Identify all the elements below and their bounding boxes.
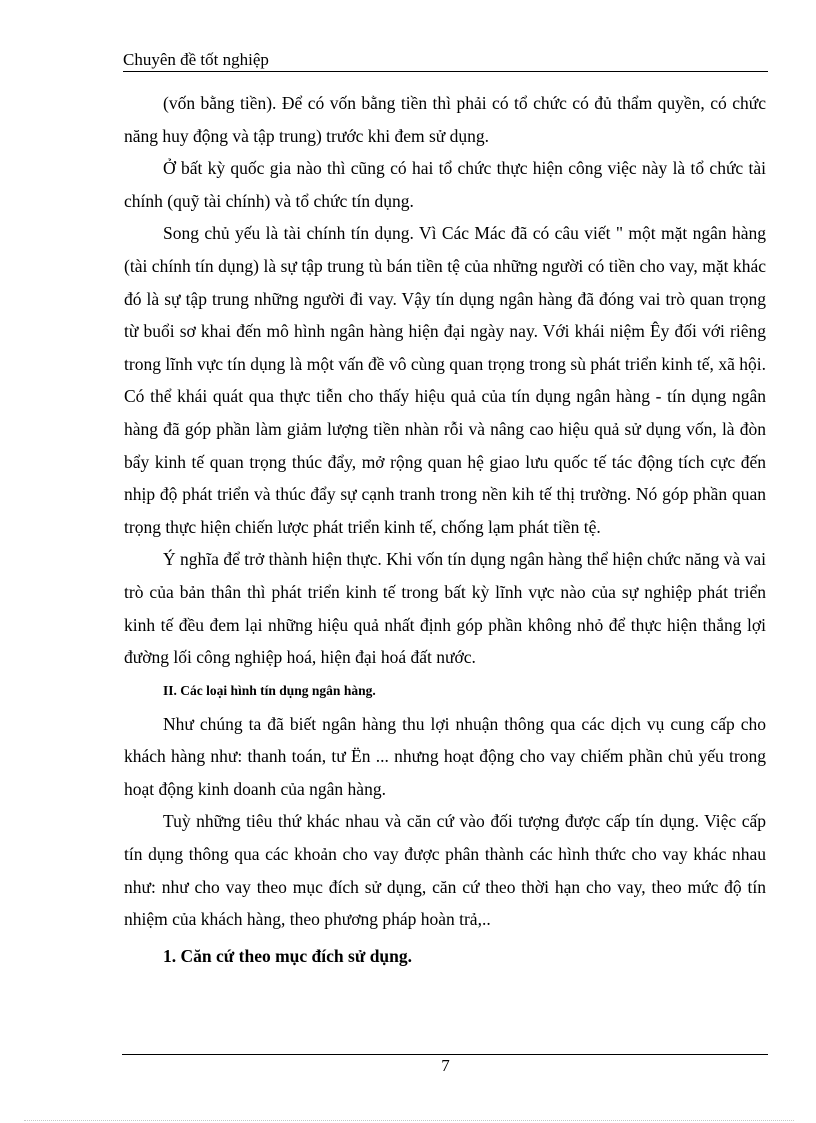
paragraph-4: Ý nghĩa để trở thành hiện thực. Khi vốn tín dụng ngân hàng thể hiện chức năng và vai trò của bản thân thì phát triển kinh tế trong bất kỳ lĩnh vực nào của sự nghiệp phát triển kinh tế đều đem lại những hiệu quả nhất định góp phần không nhỏ để thực hiện thắng lợi đường lối công nghiệp hoá, hiện đại hoá đất nước. <box>124 549 766 668</box>
paragraph-1: (vốn bằng tiền). Để có vốn bằng tiền thì phải có tổ chức có đủ thẩm quyền, có chức năng huy động và tập trung) trước khi đem sử dụng. <box>124 93 766 146</box>
footer-rule <box>122 1054 768 1055</box>
paragraph-3: Song chủ yếu là tài chính tín dụng. Vì Các Mác đã có câu viết " một mặt ngân hàng (tài chính tín dụng) là sự tập trung tù bán tiền tệ của những người có tiền cho vay, mặt khác đó là sự tập trung những người đi vay. Vậy tín dụng ngân hàng đã đóng vai trò quan trọng từ buổi sơ khai đến mô hình ngân hàng hiện đại ngày nay. Với khái niệm Êy đối với riêng trong lĩnh vực tín dụng là một vấn đề vô cùng quan trọng trong sù phát triển kinh tế, xã hội. Có thể khái quát qua thực tiễn cho thấy hiệu quả của tín dụng ngân hàng - tín dụng ngân hàng đã góp phần làm giảm lượng tiền nhàn rỗi và nâng cao hiệu quả sử dụng vốn, là đòn bẩy kinh tế quan trọng thúc đẩy, mở rộng quan hệ giao lưu quốc tế tác động tích cực đến nhịp độ phát triển và thúc đẩy sự cạnh tranh trong nền kih tế thị trường. Nó góp phần quan trọng thực hiện chiến lược phát triển kinh tế, chống lạm phát tiền tệ. <box>124 223 766 537</box>
page-edge-divider <box>24 1120 794 1121</box>
document-body <box>124 87 766 972</box>
paragraph-6: Tuỳ những tiêu thứ khác nhau và căn cứ vào đối tượng được cấp tín dụng. Việc cấp tín dụng thông qua các khoản cho vay được phân thành các hình thức cho vay khác nhau như: như cho vay theo mục đích sử dụng, căn cứ theo thời hạn cho vay, theo mức độ tín nhiệm của khách hàng, theo phương pháp hoàn trả,.. <box>124 811 766 930</box>
page-header-title: Chuyên đề tốt nghiệp <box>123 50 269 69</box>
subsection-heading: 1. Căn cứ theo mục đích sử dụng. <box>163 945 413 966</box>
paragraph-2: Ở bất kỳ quốc gia nào thì cũng có hai tổ chức thực hiện công việc này là tổ chức tài chính (quỹ tài chính) và tổ chức tín dụng. <box>124 158 766 211</box>
section-heading: II. Các loại hình tín dụng ngân hàng. <box>163 682 376 698</box>
header-rule <box>123 71 768 72</box>
page-number: 7 <box>441 1056 450 1075</box>
paragraph-5: Như chúng ta đã biết ngân hàng thu lợi nhuận thông qua các dịch vụ cung cấp cho khách hàng như: thanh toán, tư Ën ... nhưng hoạt động cho vay chiếm phần chủ yếu trong hoạt động kinh doanh của ngân hàng. <box>124 713 766 799</box>
